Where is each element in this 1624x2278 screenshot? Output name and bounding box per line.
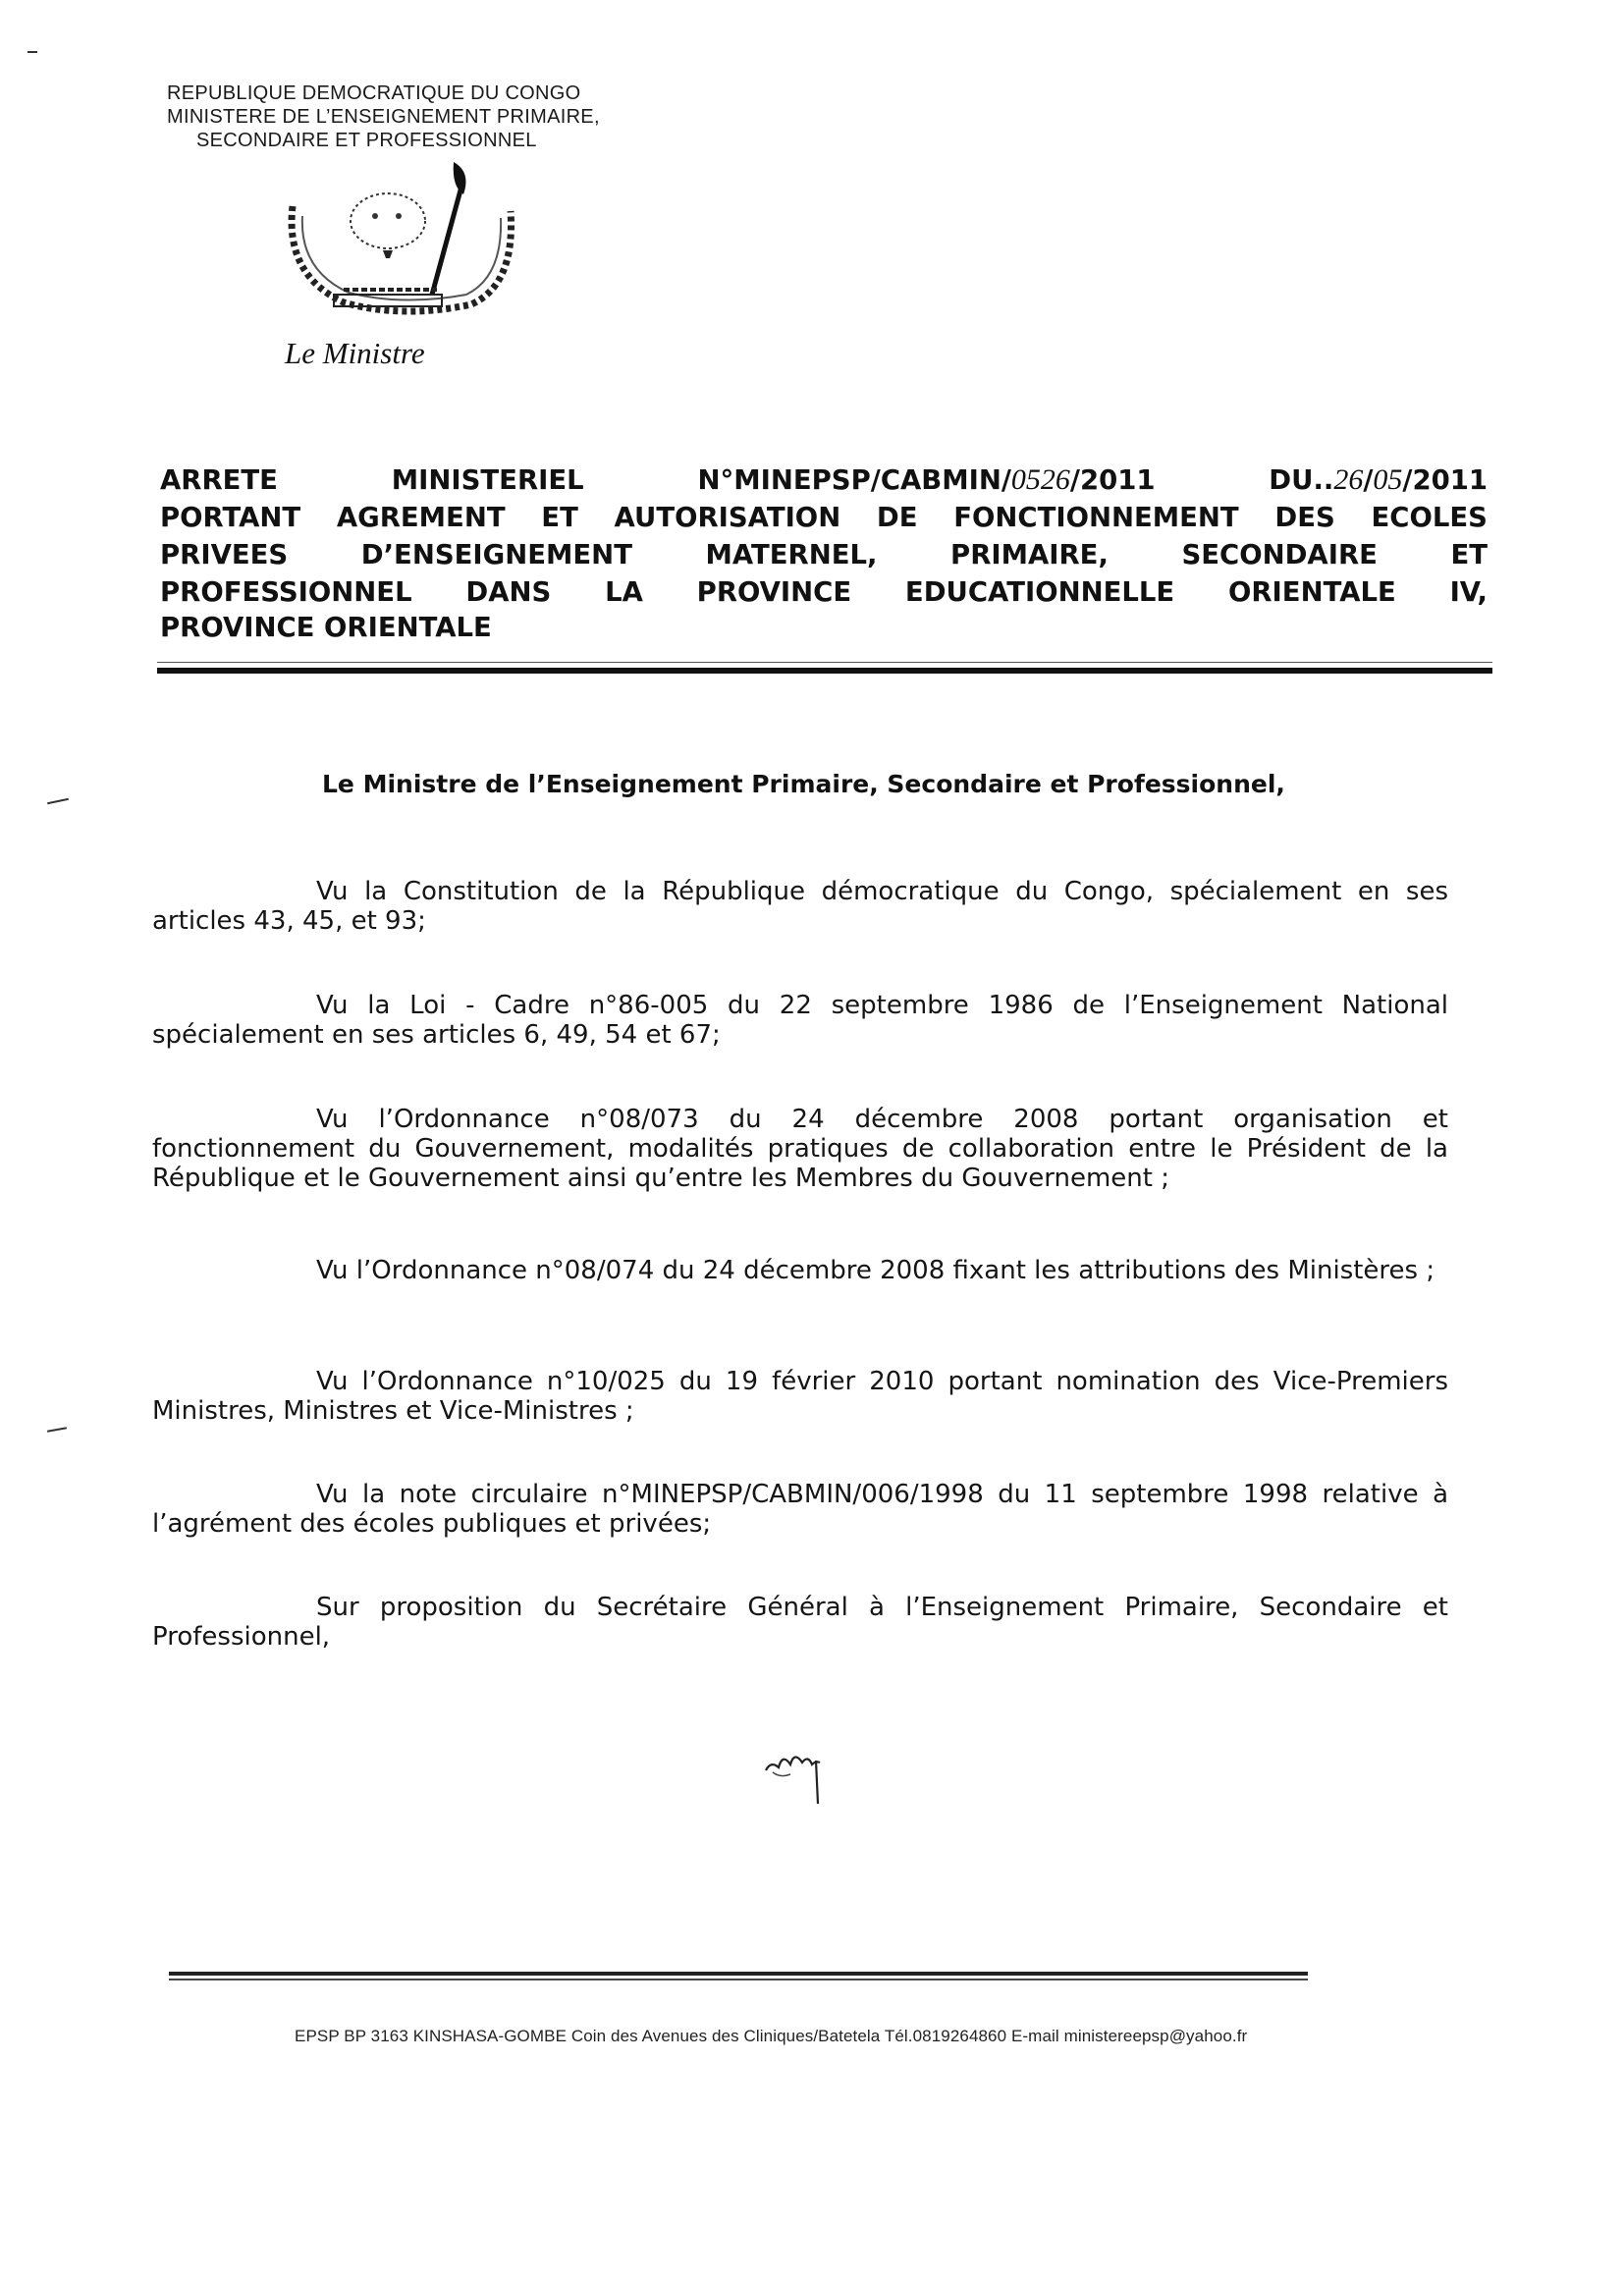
consideration-text: Vu la Loi - Cadre n°86-005 du 22 septembre 1986 de l’Enseignement National spécialement en ses articles 6, 49, 54 et 67; [152, 991, 1448, 1050]
consideration-paragraph [152, 1105, 1448, 1193]
scan-mark [27, 51, 37, 53]
decree-title-line-5: PROVINCE ORIENTALE [160, 612, 492, 643]
title-rule-thin [157, 662, 1492, 663]
initials-signature [761, 1743, 839, 1812]
consideration-text: Sur proposition du Secrétaire Général à l’Enseignement Primaire, Secondaire et Professionnel, [152, 1593, 1448, 1652]
footer-address: EPSP BP 3163 KINSHASA-GOMBE Coin des Avenues des Cliniques/Batetela Tél.0819264860 E-mail ministereepsp@yahoo.fr [295, 2027, 1248, 2045]
decree-title-line-2: PORTANT AGREMENT ET AUTORISATION DE FONCTIONNEMENT DES ECOLES [160, 502, 1488, 533]
decree-year: /2011 [1402, 464, 1488, 496]
consideration-paragraph [152, 1367, 1448, 1426]
decree-title-line-3: PRIVEES D’ENSEIGNEMENT MATERNEL, PRIMAIRE, SECONDAIRE ET [160, 539, 1488, 570]
decree-number-handwritten: 0526 [1010, 463, 1070, 496]
decree-reference-prefix: ARRETE MINISTERIEL N°MINEPSP/CABMIN/ [160, 464, 1011, 496]
signatory-title: Le Ministre [285, 336, 425, 370]
country-name: REPUBLIQUE DEMOCRATIQUE DU CONGO [167, 82, 581, 104]
ministry-name: MINISTERE DE L’ENSEIGNEMENT PRIMAIRE, [167, 106, 600, 128]
decree-day-handwritten: 26 [1333, 463, 1364, 496]
consideration-paragraph [152, 1480, 1448, 1539]
footer-rule-thin [169, 1979, 1308, 1980]
minister-heading: Le Ministre de l’Enseignement Primaire, Secondaire et Professionnel, [322, 770, 1285, 798]
consideration-paragraph [152, 1593, 1448, 1652]
decree-month-handwritten: 05 [1373, 463, 1403, 496]
scan-mark [47, 1427, 67, 1432]
consideration-text: Vu la Constitution de la République démocratique du Congo, spécialement en ses articles 43, 45, et 93; [152, 877, 1448, 936]
consideration-text: Vu l’Ordonnance n°08/073 du 24 décembre 2008 portant organisation et fonctionnement du Gouvernement, modalités pratiques de collaboration entre le Président de la République et le Gouvernement ainsi qu’entre les Membres du Gouvernement ; [152, 1105, 1448, 1193]
consideration-text: Vu l’Ordonnance n°10/025 du 19 février 2010 portant nomination des Vice-Premiers Ministres, Ministres et Vice-Ministres ; [152, 1367, 1448, 1426]
date-separator: / [1363, 464, 1374, 496]
footer-rule [169, 1972, 1308, 1976]
ministry-name-cont: SECONDAIRE ET PROFESSIONNEL [196, 130, 537, 151]
consideration-text: Vu la note circulaire n°MINEPSP/CABMIN/006/1998 du 11 septembre 1998 relative à l’agrément des écoles publiques et privées; [152, 1480, 1448, 1539]
consideration-paragraph [152, 991, 1448, 1050]
scan-mark [47, 798, 69, 805]
consideration-paragraph [152, 1256, 1448, 1285]
decree-title-line-1 [160, 463, 1488, 497]
decree-title-line-4: PROFESSIONNEL DANS LA PROVINCE EDUCATIONNELLE ORIENTALE IV, [160, 576, 1488, 608]
title-rule [157, 668, 1492, 674]
consideration-text: Vu l’Ordonnance n°08/074 du 24 décembre 2008 fixant les attributions des Ministères ; [316, 1256, 1435, 1285]
consideration-paragraph [152, 877, 1448, 936]
decree-mid: /2011 DU.. [1069, 464, 1334, 496]
coat-of-arms-emblem [275, 157, 530, 324]
